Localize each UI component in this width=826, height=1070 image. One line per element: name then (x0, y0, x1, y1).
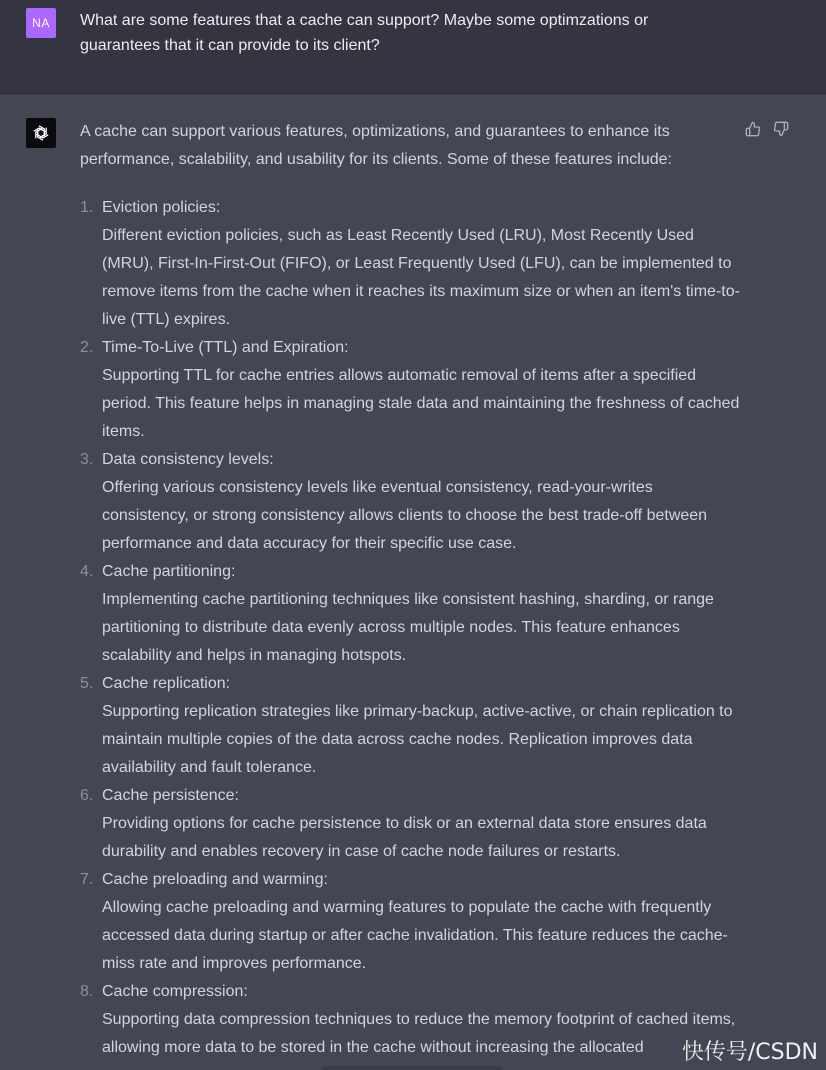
user-message-row (0, 0, 826, 94)
list-number: 8. (80, 983, 94, 1000)
list-number: 4. (80, 563, 94, 580)
thumbs-down-icon (773, 121, 789, 137)
list-item (80, 446, 740, 558)
list-number: 3. (80, 451, 94, 468)
item-title: Cache replication: (102, 675, 231, 692)
item-title: Data consistency levels: (102, 451, 274, 468)
list-number: 1. (80, 199, 94, 216)
item-title: Cache partitioning: (102, 563, 236, 580)
item-description: Supporting TTL for cache entries allows automatic removal of items after a specified period. This feature helps in managing stale data and maintaining the freshness of cached items. (102, 367, 740, 440)
item-title: Cache preloading and warming: (102, 871, 328, 888)
thumbs-up-button[interactable] (744, 120, 762, 138)
list-number: 7. (80, 871, 94, 888)
item-title: Eviction policies: (102, 199, 221, 216)
item-title: Cache compression: (102, 983, 248, 1000)
scroll-indicator (322, 1066, 502, 1070)
list-item (80, 558, 740, 670)
item-title: Cache persistence: (102, 787, 239, 804)
openai-logo-icon (26, 118, 56, 148)
item-description: Different eviction policies, such as Least Recently Used (LRU), Most Recently Used (MRU), First-In-First-Out (FIFO), or Least Frequently Used (LFU), can be implemented to remove items from the cache when it reaches its maximum size or when an item's time-to-live (TTL) expires. (102, 227, 740, 328)
list-number: 6. (80, 787, 94, 804)
user-avatar: NA (26, 8, 56, 38)
assistant-message-text (80, 118, 740, 1062)
thumbs-up-icon (745, 121, 761, 137)
watermark: 快传号/CSDN (681, 1040, 818, 1065)
item-description: Offering various consistency levels like eventual consistency, read-your-writes consistency, or strong consistency allows clients to choose the best trade-off between performance and data accuracy for their specific use case. (102, 479, 708, 552)
thumbs-down-button[interactable] (772, 120, 790, 138)
item-description: Implementing cache partitioning techniques like consistent hashing, sharding, or range partitioning to distribute data evenly across multiple nodes. This feature enhances scalability and helps in managing hotspots. (102, 591, 714, 664)
list-number: 2. (80, 339, 94, 356)
list-number: 5. (80, 675, 94, 692)
user-message-text: What are some features that a cache can support? Maybe some optimzations or guarantees that it can provide to its client? (80, 12, 649, 54)
list-item (80, 978, 740, 1062)
list-item (80, 334, 740, 446)
list-item (80, 194, 740, 334)
list-item (80, 670, 740, 782)
item-description: Supporting data compression techniques to reduce the memory footprint of cached items, allowing more data to be stored in the cache without increasing the allocated (102, 1011, 736, 1056)
list-item (80, 866, 740, 978)
item-title: Time-To-Live (TTL) and Expiration: (102, 339, 349, 356)
item-description: Supporting replication strategies like primary-backup, active-active, or chain replication to maintain multiple copies of the data across cache nodes. Replication improves data availability and fault tolerance. (102, 703, 733, 776)
item-description: Allowing cache preloading and warming features to populate the cache with frequently accessed data during startup or after cache invalidation. This feature reduces the cache-miss rate and improves performance. (102, 899, 728, 972)
intro-paragraph: A cache can support various features, optimizations, and guarantees to enhance its performance, scalability, and usability for its clients. Some of these features include: (80, 123, 672, 168)
item-description: Providing options for cache persistence to disk or an external data store ensures data durability and enables recovery in case of cache node failures or restarts. (102, 815, 707, 860)
feature-list (80, 194, 740, 1062)
assistant-message-row (0, 94, 826, 1070)
list-item (80, 782, 740, 866)
